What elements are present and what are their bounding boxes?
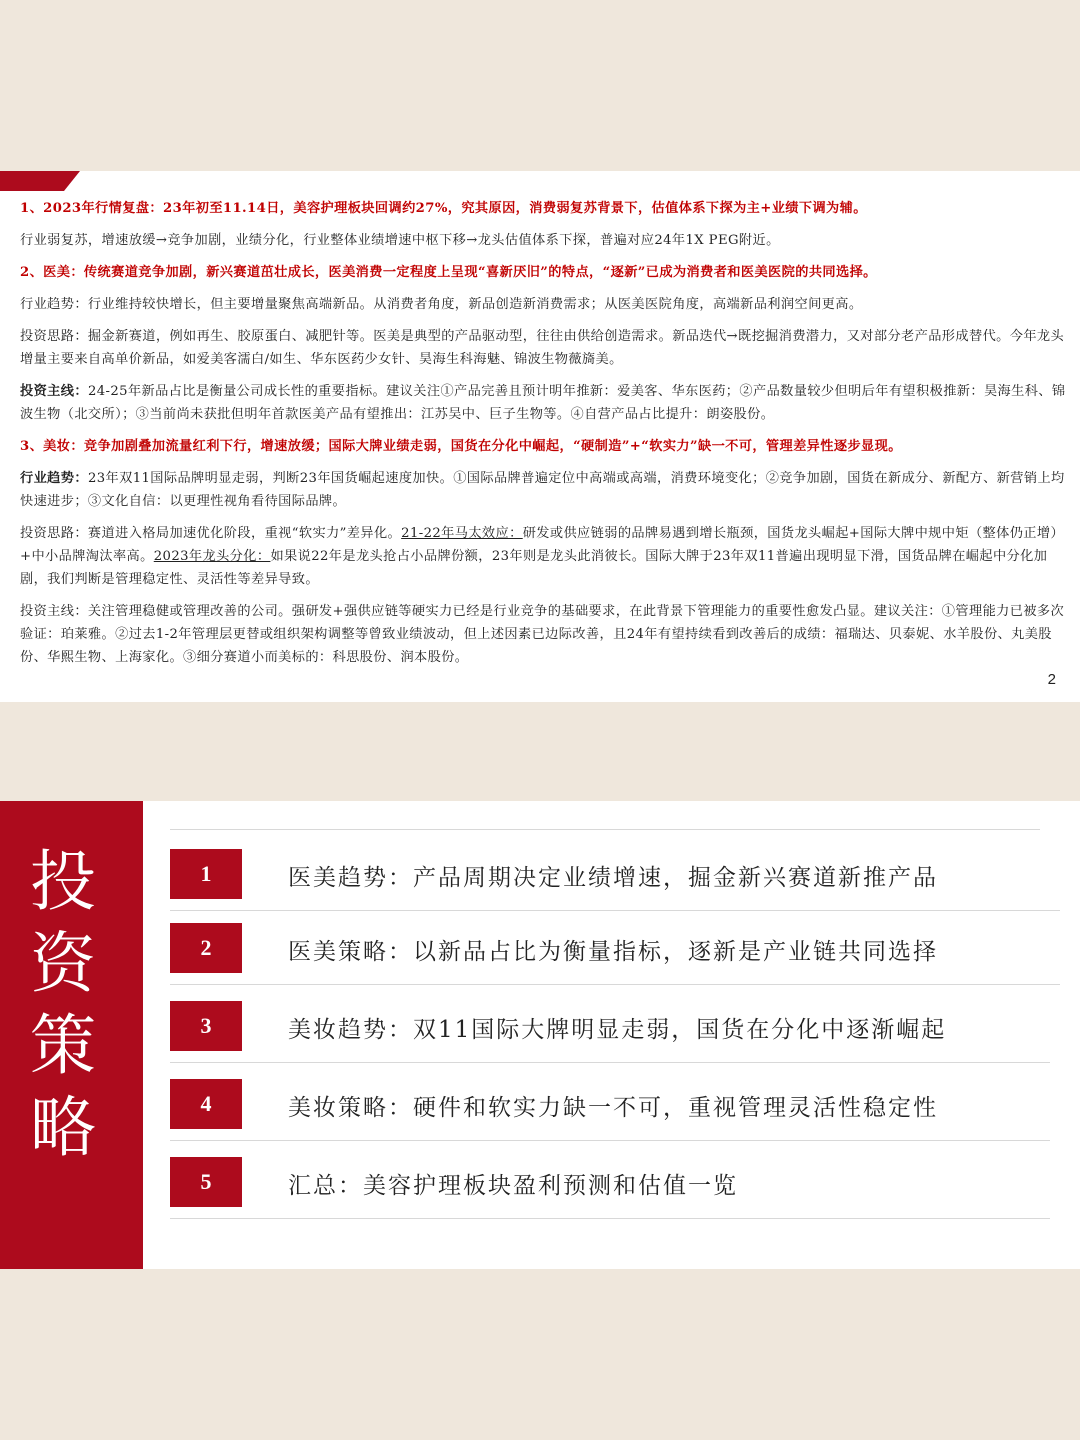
sidebar-title-char: 投 xyxy=(30,843,96,920)
para-cosmetics-idea: 投资思路：赛道进入格局加速优化阶段，重视“软实力”差异化。21-22年马太效应：研发或供应链弱的品牌易遇到增长瓶颈，国货龙头崛起+国际大牌中规中矩（整体仍正增）+中小品牌淘汰率高。2023年龙头分化：如果说22年是龙头抢占小品牌份额，23年则是龙头此消彼长。国际大牌于23年双11普遍出现明显下滑，国货品牌在崛起中分化加剧，我们判断是管理稳定性、灵活性等差异导致。 xyxy=(20,526,1065,587)
para-medical-trend: 行业趋势：行业维持较快增长，但主要增量聚焦高端新品。从消费者角度，新品创造新消费需求；从医美医院角度，高端新品利润空间更高。 xyxy=(20,297,863,312)
sidebar-title-char: 略 xyxy=(30,1089,96,1166)
corner-accent-shape xyxy=(0,171,80,191)
toc-number: 5 xyxy=(170,1157,242,1207)
toc-item-3[interactable] xyxy=(170,1001,1050,1063)
para-cosmetics: 3、美妆：竞争加剧叠加流量红利下行，增速放缓；国际大牌业绩走弱，国货在分化中崛起，“硬制造”+“软实力”缺一不可，管理差异性逐步显现。 xyxy=(20,439,902,454)
toc-page xyxy=(0,801,1080,1269)
para-medical-aesthetics: 2、医美：传统赛道竞争加剧，新兴赛道茁壮成长，医美消费一定程度上呈现“喜新厌旧”的特点，“逐新”已成为消费者和医美医院的共同选择。 xyxy=(20,265,877,280)
divider xyxy=(170,984,1060,985)
divider xyxy=(170,829,1040,830)
toc-label: 美妆策略：硬件和软实力缺一不可，重视管理灵活性稳定性 xyxy=(288,1095,938,1121)
toc-label: 医美趋势：产品周期决定业绩增速，掘金新兴赛道新推产品 xyxy=(288,865,938,891)
toc-number: 3 xyxy=(170,1001,242,1051)
para-cosmetics-trend: 行业趋势：23年双11国际品牌明显走弱，判断23年国货崛起速度加快。①国际品牌普遍定位中高端或高端，消费环境变化；②竞争加剧，国货在新成分、新配方、新营销上均快速进步；③文化自信：以更理性视角看待国际品牌。 xyxy=(20,471,1065,509)
toc-label: 美妆趋势：双11国际大牌明显走弱，国货在分化中逐渐崛起 xyxy=(288,1017,947,1043)
para-market-review: 1、2023年行情复盘：23年初至11.14日，美容护理板块回调约27%，究其原因，消费弱复苏背景下，估值体系下探为主+业绩下调为辅。 xyxy=(20,201,867,216)
para-medical-mainline: 投资主线：24-25年新品占比是衡量公司成长性的重要指标。建议关注①产品完善且预计明年推新：爱美客、华东医药；②产品数量较少但明后年有望积极推新：昊海生科、锦波生物（北交所）；③当前尚未获批但明年首款医美产品有望推出：江苏吴中、巨子生物等。④自营产品占比提升：朗姿股份。 xyxy=(20,384,1066,422)
toc-item-1[interactable] xyxy=(170,849,1050,911)
toc-number: 2 xyxy=(170,923,242,973)
divider xyxy=(170,910,1060,911)
divider xyxy=(170,1140,1050,1141)
para-industry-recovery: 行业弱复苏，增速放缓→竞争加剧，业绩分化，行业整体业绩增速中枢下移→龙头估值体系下探，普遍对应24年1X PEG附近。 xyxy=(20,233,780,248)
sidebar-title-char: 资 xyxy=(30,925,96,1002)
toc-item-4[interactable] xyxy=(170,1079,1050,1141)
summary-content xyxy=(20,197,1070,678)
para-medical-idea: 投资思路：掘金新赛道，例如再生、胶原蛋白、减肥针等。医美是典型的产品驱动型，往往由供给创造需求。新品迭代→既挖掘消费潜力，又对部分老产品形成替代。今年龙头增量主要来自高单价新品，如爱美客濡白/如生、华东医药少女针、昊海生科海魅、锦波生物薇旖美。 xyxy=(20,329,1065,367)
divider xyxy=(170,1062,1050,1063)
divider xyxy=(170,1218,1050,1219)
sidebar-title-char: 策 xyxy=(30,1007,96,1084)
toc-number: 1 xyxy=(170,849,242,899)
toc-item-2[interactable] xyxy=(170,923,1050,985)
toc-sidebar xyxy=(0,801,143,1269)
para-cosmetics-mainline: 投资主线：关注管理稳健或管理改善的公司。强研发+强供应链等硬实力已经是行业竞争的基础要求，在此背景下管理能力的重要性愈发凸显。建议关注：①管理能力已被多次验证：珀莱雅。②过去1-2年管理层更替或组织架构调整等曾致业绩波动，但上述因素已边际改善，且24年有望持续看到改善后的成绩：福瑞达、贝泰妮、水羊股份、丸美股份、华熙生物、上海家化。③细分赛道小而美标的：科思股份、润本股份。 xyxy=(20,604,1065,665)
page-number: 2 xyxy=(1047,671,1056,688)
sidebar-title xyxy=(0,841,143,1169)
toc-label: 医美策略：以新品占比为衡量指标，逐新是产业链共同选择 xyxy=(288,939,938,965)
report-page-summary xyxy=(0,171,1080,702)
toc-number: 4 xyxy=(170,1079,242,1129)
toc-item-5[interactable] xyxy=(170,1157,1050,1219)
toc-label: 汇总：美容护理板块盈利预测和估值一览 xyxy=(288,1173,738,1199)
